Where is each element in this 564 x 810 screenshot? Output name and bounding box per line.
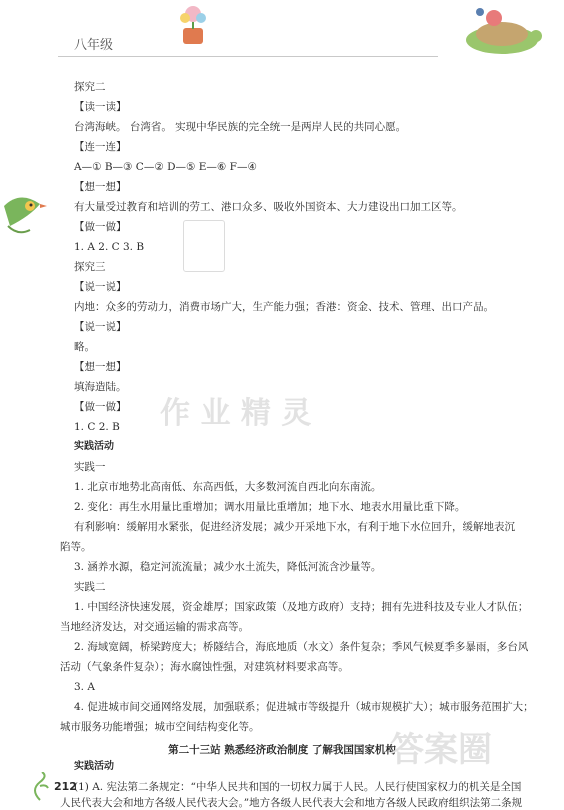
- text-line: 人民代表大会和地方各级人民代表大会。”地方各级人民代表大会和地方各级人民政府组织法第二条规: [60, 797, 523, 809]
- text-line: 1. C 2. B: [74, 421, 120, 433]
- text-line: 实践活动: [74, 761, 114, 772]
- text-line: 内地：众多的劳动力，消费市场广大，生产能力强；香港：资金、技术、管理、出口产品。: [74, 301, 494, 313]
- turtle-icon: [452, 4, 552, 56]
- text-line: 【说一说】: [74, 281, 127, 293]
- text-line: 实践活动: [74, 441, 114, 452]
- text-line: 【连一连】: [74, 141, 127, 153]
- text-line: 2. 海域宽阔，桥梁跨度大；桥隧结合，海底地质（水文）条件复杂；季风气候夏季多暴雨，多台风: [74, 641, 529, 653]
- text-line: 【想一想】: [74, 181, 127, 193]
- bird-icon: [0, 186, 48, 242]
- page-header: [0, 0, 564, 70]
- text-line: 城市服务功能增强；城市空间结构变化等。: [60, 721, 260, 733]
- text-line: 实践二: [74, 581, 106, 593]
- text-line: 略。: [74, 341, 95, 353]
- text-line: 探究三: [74, 261, 106, 273]
- text-line: 1. 中国经济快速发展，资金雄厚；国家政策（及地方政府）支持；拥有先进科技及专业人才队伍；: [74, 601, 529, 613]
- text-line: 台湾海峡。 台湾省。 实现中华民族的完全统一是两岸人民的共同心愿。: [74, 121, 407, 133]
- text-line: 活动（气象条件复杂）；海水腐蚀性强，对建筑材料要求高等。: [60, 661, 349, 673]
- text-line: 当地经济发达，对交通运输的需求高等。: [60, 621, 249, 633]
- text-line: 1. A 2. C 3. B: [74, 241, 145, 253]
- text-line: 【做一做】: [74, 221, 127, 233]
- text-line: A—① B—③ C—② D—⑤ E—⑥ F—④: [74, 161, 257, 173]
- text-line: 【说一说】: [74, 321, 127, 333]
- text-line: 实践一: [74, 461, 106, 473]
- header-divider: [58, 56, 438, 57]
- text-line: 1. 北京市地势北高南低、东高西低，大多数河流自西北向东南流。: [74, 481, 382, 493]
- text-line: 有利影响：缓解用水紧张，促进经济发展；减少开采地下水，有利于地下水位回升，缓解地表沉: [74, 521, 515, 533]
- text-line: 3. 涵养水源，稳定河流流量；减少水土流失，降低河流含沙量等。: [74, 561, 382, 573]
- section-title: 第二十三站 熟悉经济政治制度 了解我国国家机构: [168, 744, 396, 756]
- text-line: 【想一想】: [74, 361, 127, 373]
- text-line: 2. 变化：再生水用量比重增加；调水用量比重增加；地下水、地表水用量比重下降。: [74, 501, 466, 513]
- watermark-text: 答案圈: [390, 730, 492, 770]
- text-line: 【读一读】: [74, 101, 127, 113]
- text-line: 【做一做】: [74, 401, 127, 413]
- text-line: (1) A. 宪法第二条规定：“中华人民共和国的一切权力属于人民。人民行使国家权力的机关是全国: [74, 781, 522, 793]
- flower-icon: [175, 2, 211, 50]
- text-line: 探究二: [74, 81, 106, 93]
- page-number: 212: [54, 780, 77, 793]
- watermark-stamp: [183, 220, 225, 272]
- watermark-text: 作 业 精 灵: [160, 396, 312, 431]
- text-line: 陷等。: [60, 541, 92, 553]
- vine-icon: [28, 772, 52, 802]
- grade-label: 八年级: [74, 38, 114, 53]
- text-line: 有大量受过教育和培训的劳工、港口众多、吸收外国资本、大力建设出口加工区等。: [74, 201, 463, 213]
- text-line: 4. 促进城市间交通网络发展，加强联系；促进城市等级提升（城市规模扩大）；城市服务范围扩大；: [74, 701, 534, 713]
- text-line: 3. A: [74, 681, 95, 693]
- text-line: 填海造陆。: [74, 381, 127, 393]
